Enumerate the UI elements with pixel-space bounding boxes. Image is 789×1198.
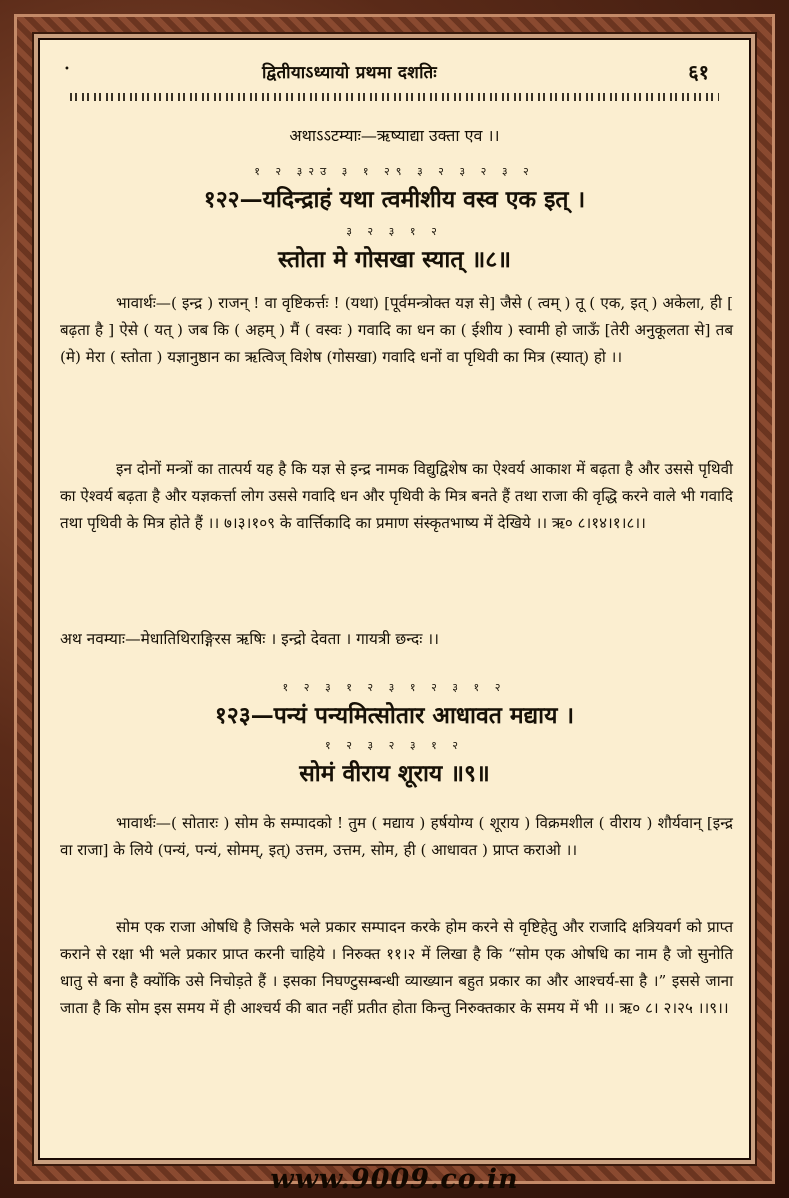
verse-123-accents-2: १ २ ३ २ ३ १ २ [324,739,465,752]
verse-122-accents-1: १ २ ३२उ ३ १ २९ ३ २ ३ २ ३ २ [254,165,535,178]
book-page [38,38,751,1160]
page-number: ६१ [688,60,709,84]
header-ornament-rule [70,93,719,101]
corner-mark: • [64,64,70,75]
explanation-122: इन दोनों मन्त्रों का तात्पर्य यह है कि यज्ञ से इन्द्र नामक विद्युद्विशेष का ऐश्वर्य आकाश में बढ़ता है और उससे पृथिवी का ऐश्वर्य बढ़ता है और यज्ञकर्त्ता लोग उससे गवादि धन और पृथिवी के मित्र बनते हैं तथा राजा की वृद्धि करने वाले भी गवादि तथा पृथिवी के मित्र होते हैं ।। ७।३।१०९ के वार्त्तिकादि का प्रमाण संस्कृतभाष्य में देखिये ।। ऋ० ८।१४।१।८।। [60,460,733,532]
meaning-122: भावार्थः—( इन्द्र ) राजन् ! वा वृष्टिकर्त्तः ! (यथा) [पूर्वमन्त्रोक्त यज्ञ से] जैसे ( त्वम् ) तू ( एक, इत् ) अकेला, ही [ बढ़ता है ] ऐसे ( यत् ) जब कि ( अहम् ) मैं ( वस्वः ) गवादि का धन का ( ईशीय ) स्वामी हो जाऊँ [तेरी अनुकूलता से] तब (मे) मेरा ( स्तोता ) यज्ञानुष्ठान का ऋत्विज् विशेष (गोसखा) गवादि धनों वा पृथिवी का मित्र (स्यात्) हो ।। [60,294,733,366]
verse-123-mantra-1: १२३—पन्यं पन्यमित्सोतार आधावत मद्याय । [214,702,575,729]
explanation-123: सोम एक राजा ओषधि है जिसके भले प्रकार सम्पादन करके होम करने से वृष्टिहेतु और राजादि क्षत्रियवर्ग को प्राप्त कराने से रक्षा भी भले प्रकार प्राप्त करनी चाहिये । निरुक्त ११।२ में लिखा है कि “सोम एक ओषधि का नाम है जो सुनोति धातु से बना है क्योंकि उसे निचोड़ते हैं । इसका निघण्टुसम्बन्धी व्याख्यान बहुत प्रकार का और आश्चर्य-सा है ।” इससे जाना जाता है कि सोम इस समय में ही आश्चर्य की बात नहीं प्रतीत होता किन्तु निरुक्तकार के समय में भी ।। ऋ० ८। २।२५ ।।९।। [60,918,733,1017]
verse-122-accents-2: ३ २ ३ १ २ [346,225,443,238]
running-title: द्वितीयाऽध्यायो प्रथमा दशतिः [262,63,437,83]
verse-123-mantra-2: सोमं वीराय शूराय ॥९॥ [299,760,490,787]
meaning-123: भावार्थः—( सोतारः ) सोम के सम्पादको ! तुम ( मद्याय ) हर्षयोग्य ( शूराय ) विक्रमशील ( वीराय ) शौर्यवान् [इन्द्र वा राजा] के लिये (पन्यं, पन्यं, सोमम्, इत्) उत्तम, उत्तम, सोम, ही ( आधावत ) प्राप्त कराओ ।। [60,814,733,859]
verse-122-mantra-2: स्तोता मे गोसखा स्यात् ॥८॥ [278,246,511,273]
verse-123-intro: अथ नवम्याः—मेधातिथिराङ्गिरस ऋषिः । इन्द्रो देवता । गायत्री छन्दः ।। [60,630,440,648]
verse-123-accents-1: १ २ ३ १ २ ३ १ २ ३ १ २ [282,681,507,694]
page-header [40,58,749,88]
verse-122-mantra-1: १२२—यदिन्द्राहं यथा त्वमीशीय वस्व एक इत् । [203,186,586,213]
site-watermark: www.9009.co.in [270,1164,519,1195]
verse-122-intro: अथाऽऽटम्याः—ऋष्याद्या उक्ता एव ।। [289,126,500,145]
